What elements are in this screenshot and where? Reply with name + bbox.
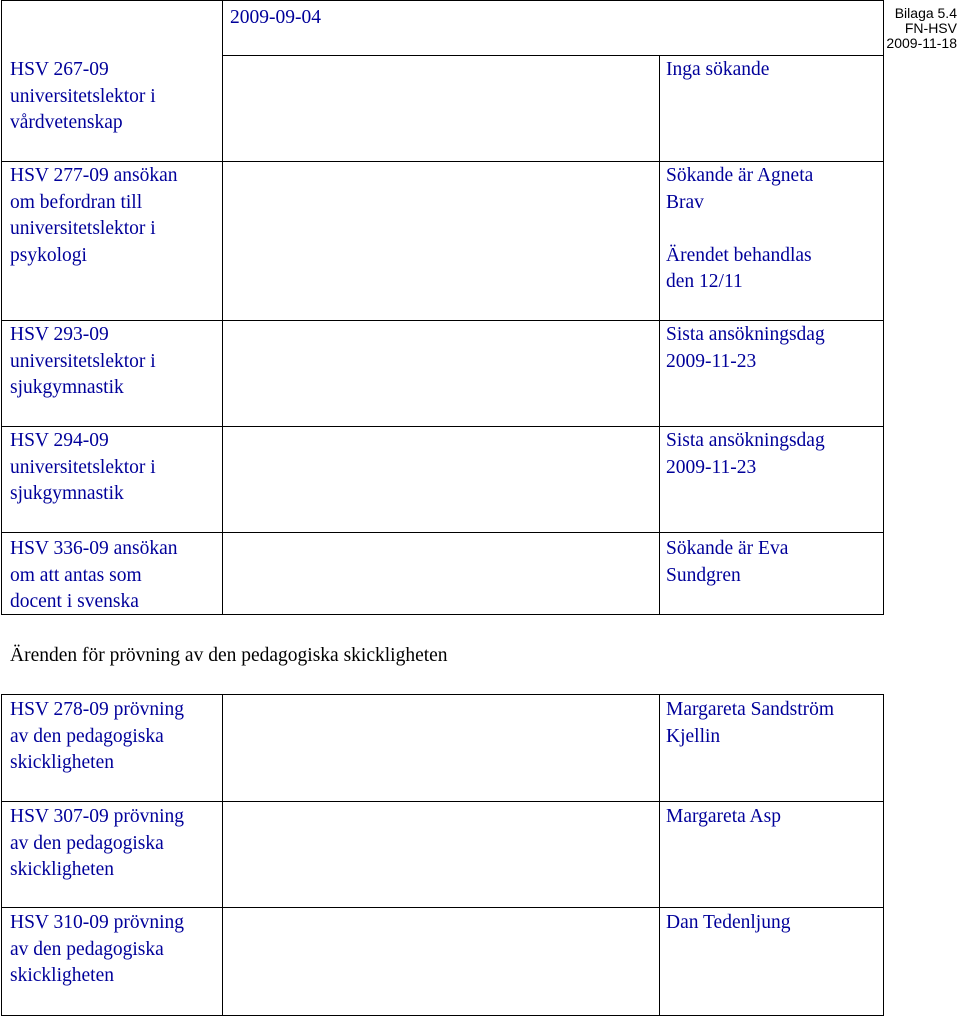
date-header-underline: [222, 55, 884, 56]
case-note: Sista ansökningsdag 2009-11-23: [666, 324, 825, 372]
case-description: HSV 277-09 ansökan om befordran till universitetslektor i psykologi: [10, 165, 178, 266]
table2-col-divider-2: [659, 694, 660, 1016]
case-description: HSV 336-09 ansökan om att antas som docent i svenska: [10, 538, 178, 613]
table2-right-border: [883, 694, 884, 1016]
bilaga-label: Bilaga 5.4: [894, 5, 957, 21]
row-separator: [1, 161, 884, 162]
case-note: Sökande är Agneta Brav Ärendet behandlas den 12/11: [666, 165, 814, 293]
reviewer-name: Margareta Sandström Kjellin: [666, 699, 835, 747]
table1-top-border: [1, 0, 884, 1]
case-description: HSV 278-09 prövning av den pedagogiska skickligheten: [10, 699, 185, 774]
table2-col-divider-1: [222, 694, 223, 1016]
case-note: Sista ansökningsdag 2009-11-23: [666, 430, 825, 478]
table2-bottom-border: [1, 1015, 884, 1016]
row-separator: [1, 426, 884, 427]
table1-col-divider-2: [659, 55, 660, 615]
row-separator: [1, 801, 884, 802]
document-header-note: [886, 6, 957, 51]
meeting-date: 2009-09-04: [230, 7, 321, 28]
table2-top-border: [1, 694, 884, 695]
table1-col-divider-1: [222, 0, 223, 615]
case-description: HSV 310-09 prövning av den pedagogiska skickligheten: [10, 912, 185, 987]
reviewer-name: Margareta Asp: [666, 806, 781, 827]
case-note: Inga sökande: [666, 59, 770, 80]
table1-right-border: [883, 0, 884, 615]
row-separator: [1, 532, 884, 533]
case-description: HSV 293-09 universitetslektor i sjukgymnastik: [10, 324, 156, 399]
case-description: HSV 294-09 universitetslektor i sjukgymnastik: [10, 430, 156, 505]
row-separator: [1, 907, 884, 908]
department-label: FN-HSV: [904, 20, 957, 36]
reviewer-name: Dan Tedenljung: [666, 912, 791, 933]
case-description: HSV 267-09 universitetslektor i vårdvetenskap: [10, 59, 156, 134]
section-heading: Ärenden för prövning av den pedagogiska skickligheten: [10, 645, 448, 666]
table2-left-border: [1, 694, 2, 1016]
case-note: Sökande är Eva Sundgren: [666, 538, 789, 586]
header-date: 2009-11-18: [886, 35, 957, 51]
row-separator: [1, 320, 884, 321]
table1-left-border: [1, 0, 2, 615]
case-description: HSV 307-09 prövning av den pedagogiska skickligheten: [10, 806, 185, 881]
